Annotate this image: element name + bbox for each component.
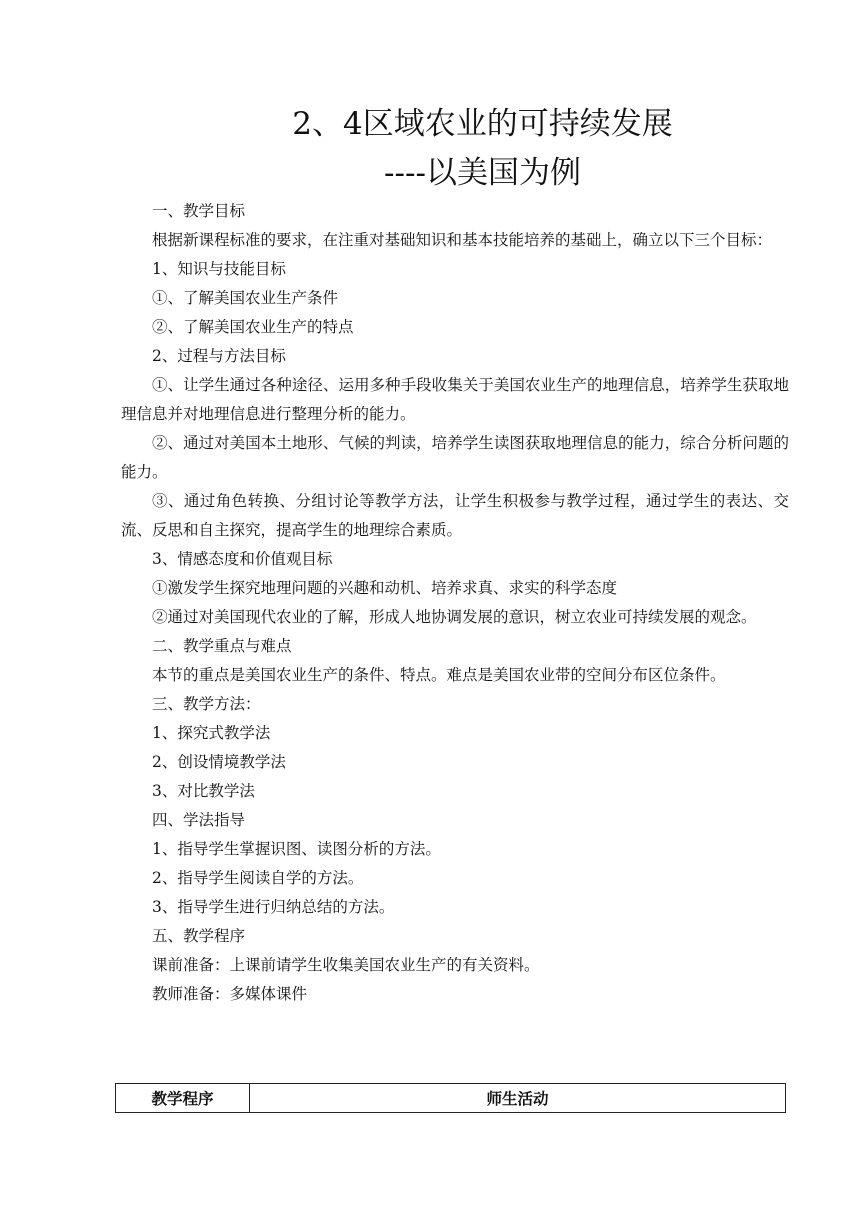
- paragraph: 根据新课程标准的要求，在注重对基础知识和基本技能培养的基础上，确立以下三个目标：: [152, 231, 773, 249]
- sub-heading: 3、情感态度和价值观目标: [152, 550, 333, 568]
- document-body: [121, 197, 789, 1009]
- list-item: ①激发学生探究地理问题的兴趣和动机、培养求真、求实的科学态度: [152, 579, 618, 597]
- list-item: 1、指导学生掌握识图、读图分析的方法。: [152, 840, 441, 858]
- list-item: 3、指导学生进行归纳总结的方法。: [152, 898, 395, 916]
- document-subtitle: ----以美国为例: [384, 155, 581, 191]
- paragraph: 教师准备：多媒体课件: [152, 985, 308, 1003]
- list-item: 3、对比教学法: [152, 782, 255, 800]
- section-heading: 一、教学目标: [152, 202, 246, 220]
- table-header-row: [116, 1084, 786, 1113]
- list-item: ②、了解美国农业生产的特点: [152, 318, 354, 336]
- section-heading: 五、教学程序: [152, 927, 246, 945]
- paragraph: ③、通过角色转换、分组讨论等教学方法，让学生积极参与教学过程，通过学生的表达、交流、反思和自主探究，提高学生的地理综合素质。: [121, 492, 789, 539]
- list-item: 1、探究式教学法: [152, 724, 271, 742]
- list-item: 2、指导学生阅读自学的方法。: [152, 869, 364, 887]
- sub-heading: 1、知识与技能目标: [152, 260, 286, 278]
- section-heading: 二、教学重点与难点: [152, 637, 292, 655]
- table-header-cell: 教学程序: [116, 1084, 250, 1113]
- procedure-table: [115, 1083, 786, 1113]
- paragraph: ②、通过对美国本土地形、气候的判读，培养学生读图获取地理信息的能力，综合分析问题的能力。: [121, 434, 789, 481]
- list-item: 2、创设情境教学法: [152, 753, 286, 771]
- section-heading: 三、教学方法：: [152, 695, 261, 713]
- sub-heading: 2、过程与方法目标: [152, 347, 286, 365]
- document-title: 2、4区域农业的可持续发展: [292, 106, 673, 142]
- paragraph: 本节的重点是美国农业生产的条件、特点。难点是美国农业带的空间分布区位条件。: [152, 666, 726, 684]
- section-heading: 四、学法指导: [152, 811, 246, 829]
- table-header-cell: 师生活动: [250, 1084, 786, 1113]
- paragraph: ①、让学生通过各种途径、运用多种手段收集关于美国农业生产的地理信息，培养学生获取地理信息并对地理信息进行整理分析的能力。: [121, 376, 789, 423]
- list-item: ①、了解美国农业生产条件: [152, 289, 339, 307]
- paragraph: ②通过对美国现代农业的了解，形成人地协调发展的意识，树立农业可持续发展的观念。: [152, 608, 757, 626]
- paragraph: 课前准备：上课前请学生收集美国农业生产的有关资料。: [152, 956, 540, 974]
